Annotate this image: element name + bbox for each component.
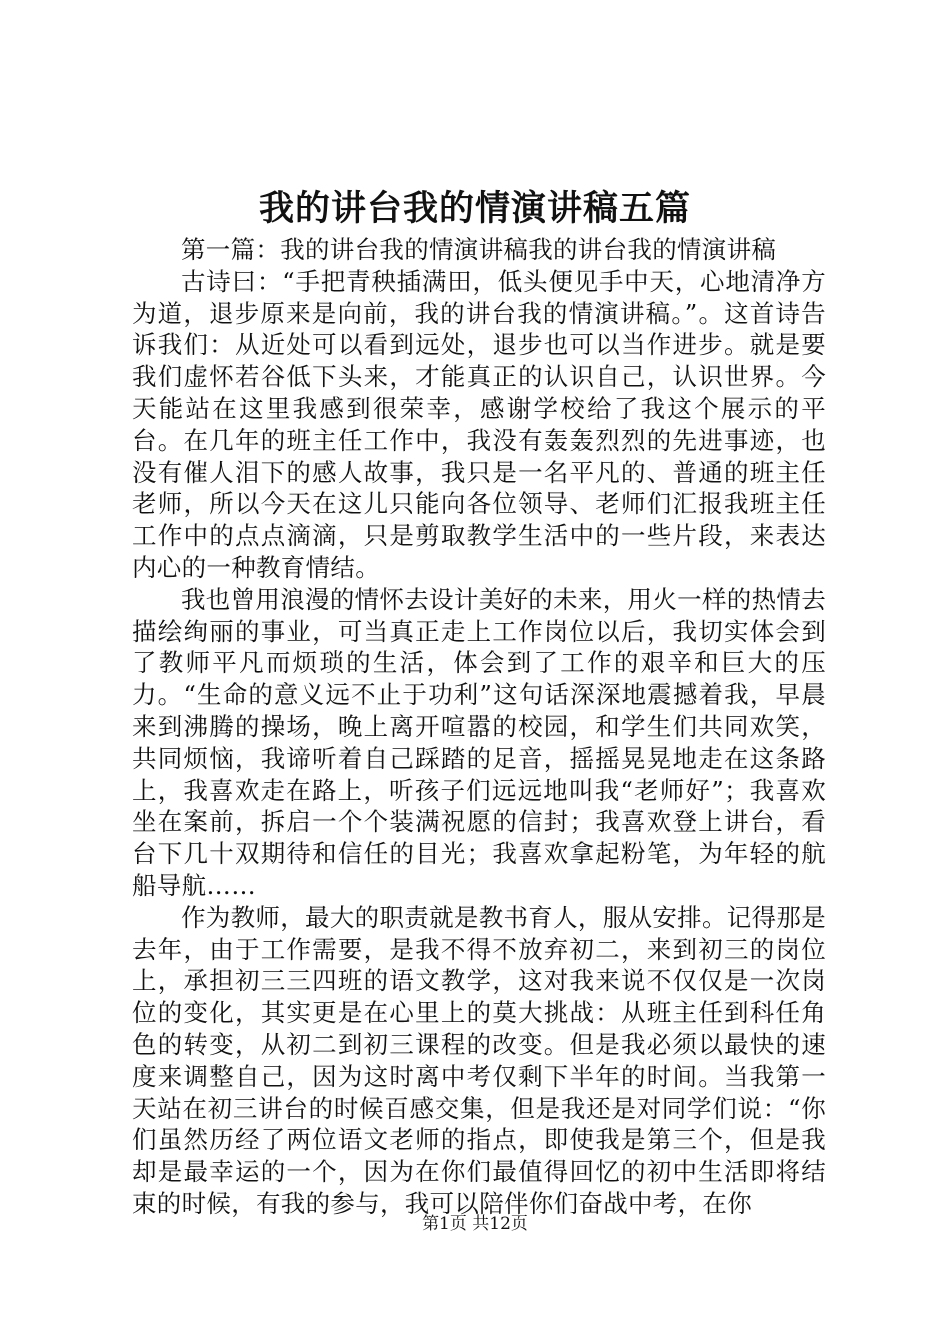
document-title: 我的讲台我的情演讲稿五篇 (258, 188, 691, 229)
page-number: 第1页 共12页 (422, 1214, 528, 1234)
document-body (132, 234, 826, 1220)
paragraph-2: 我也曾用浪漫的情怀去设计美好的未来，用火一样的热情去描绘绚丽的事业，可当真正走上工作岗位以后，我切实体会到了教师平凡而烦琐的生活，体会到了工作的艰辛和巨大的压力。“生命的意义远不止于功利”这句话深深地震撼着我，早晨来到沸腾的操场，晚上离开喧嚣的校园，和学生们共同欢笑，共同烦恼，我谛听着自己踩踏的足音，摇摇晃晃地走在这条路上，我喜欢走在路上，听孩子们远远地叫我“老师好”；我喜欢坐在案前，拆启一个个装满祝愿的信封；我喜欢登上讲台，看台下几十双期待和信任的目光；我喜欢拿起粉笔，为年轻的航船导航…… (132, 584, 826, 900)
paragraph-1: 古诗曰：“手把青秧插满田，低头便见手中天，心地清净方为道，退步原来是向前，我的讲台我的情演讲稿。”。这首诗告诉我们：从近处可以看到远处，退步也可以当作进步。就是要我们虚怀若谷低下头来，才能真正的认识自己，认识世界。今天能站在这里我感到很荣幸，感谢学校给了我这个展示的平台。在几年的班主任工作中，我没有轰轰烈烈的先进事迹，也没有催人泪下的感人故事，我只是一名平凡的、普通的班主任老师，所以今天在这儿只能向各位领导、老师们汇报我班主任工作中的点点滴滴，只是剪取教学生活中的一些片段，来表达内心的一种教育情结。 (132, 266, 826, 582)
section-heading: 第一篇：我的讲台我的情演讲稿我的讲台我的情演讲稿 (181, 235, 777, 264)
paragraph-3: 作为教师，最大的职责就是教书育人，服从安排。记得那是去年，由于工作需要，是我不得不放弃初二，来到初三的岗位上，承担初三三四班的语文教学，这对我来说不仅仅是一次岗位的变化，其实更是在心里上的莫大挑战：从班主任到科任角色的转变，从初二到初三课程的改变。但是我必须以最快的速度来调整自己，因为这时离中考仅剩下半年的时间。当我第一天站在初三讲台的时候百感交集，但是我还是对同学们说：“你们虽然历经了两位语文老师的指点，即使我是第三个，但是我却是最幸运的一个，因为在你们最值得回忆的初中生活即将结束的时候，有我的参与，我可以陪伴你们奋战中考，在你 (132, 902, 827, 1218)
